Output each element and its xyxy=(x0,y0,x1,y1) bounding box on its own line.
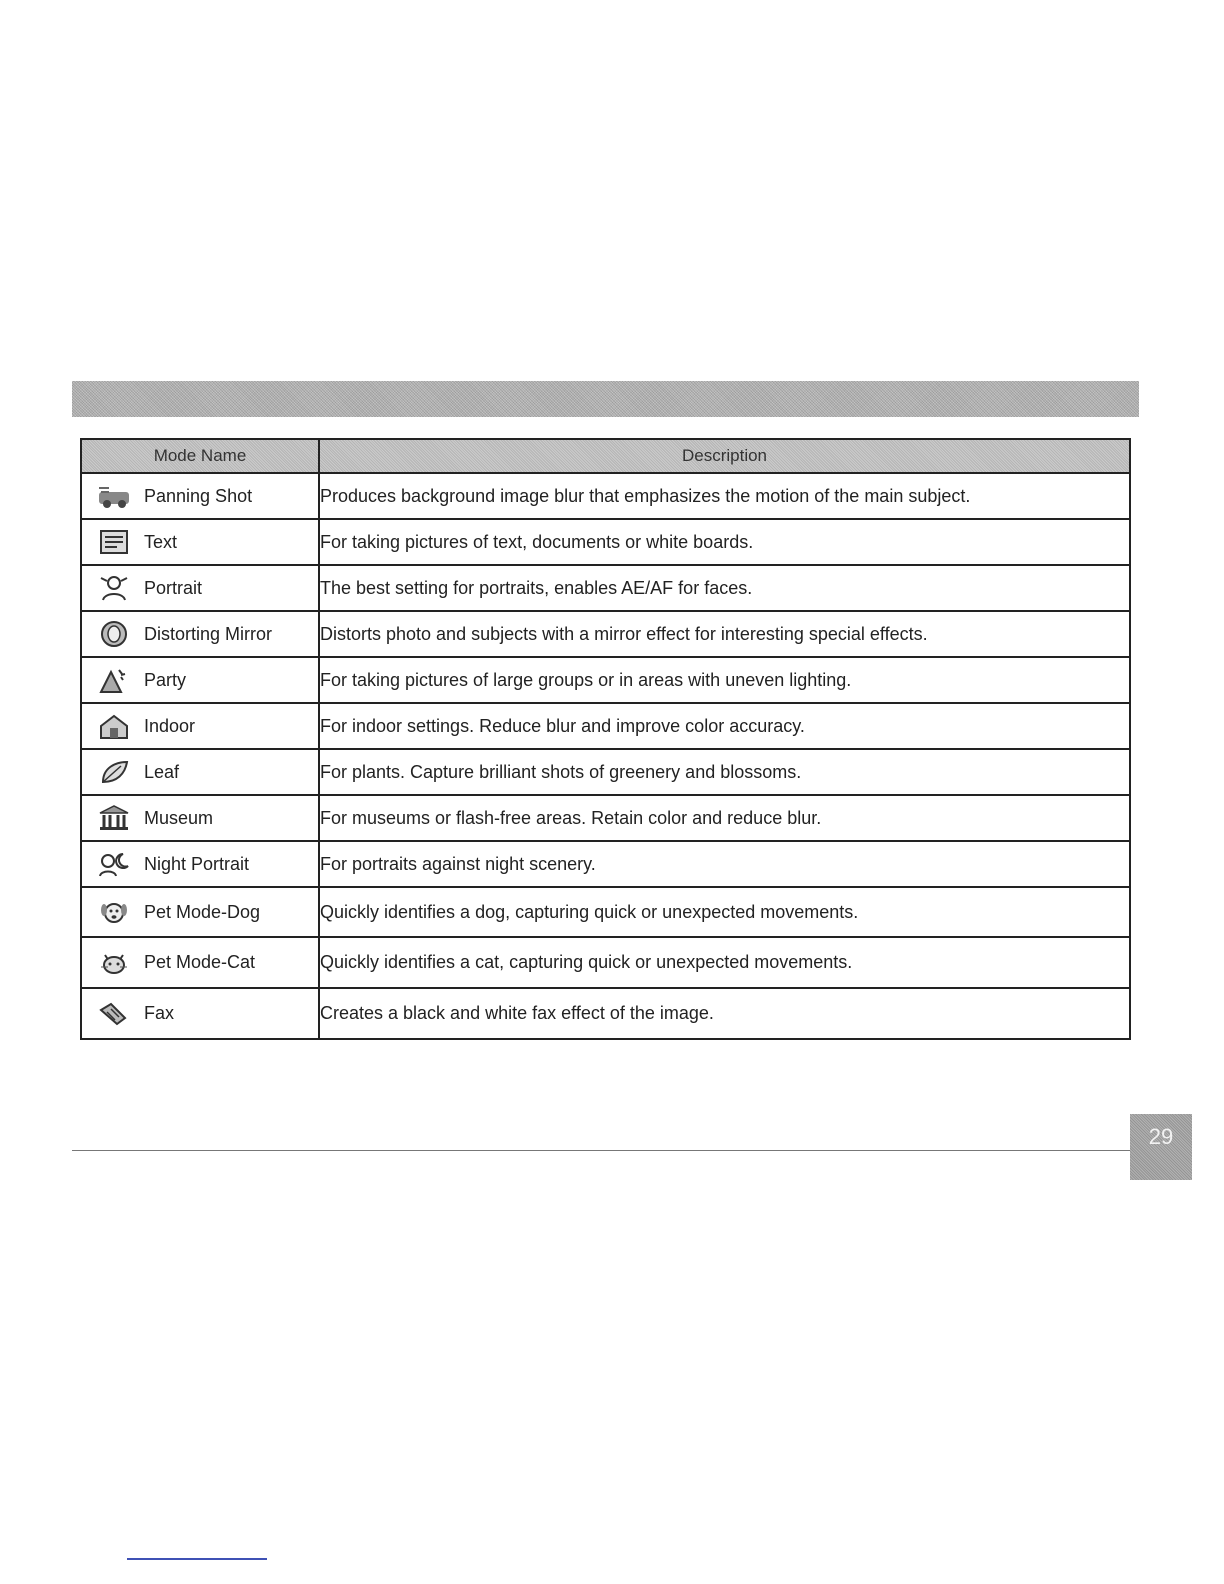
mode-name: Indoor xyxy=(144,715,196,736)
mode-name: Leaf xyxy=(144,761,180,782)
table-row xyxy=(81,611,1130,657)
fax-icon xyxy=(96,1000,132,1028)
mode-description: For indoor settings. Reduce blur and improve color accuracy. xyxy=(319,703,1130,749)
party-icon xyxy=(96,666,132,694)
table-row xyxy=(81,657,1130,703)
table-row xyxy=(81,841,1130,887)
mode-description: The best setting for portraits, enables AE/AF for faces. xyxy=(319,565,1130,611)
section-header-band xyxy=(72,381,1139,417)
table-header-row xyxy=(81,439,1130,473)
table-row xyxy=(81,519,1130,565)
table-row xyxy=(81,988,1130,1039)
mode-description: For portraits against night scenery. xyxy=(319,841,1130,887)
mode-name: Pet Mode-Cat xyxy=(144,952,256,972)
table-row xyxy=(81,703,1130,749)
table-row xyxy=(81,937,1130,988)
distorting-mirror-icon xyxy=(96,620,132,648)
mode-name: Distorting Mirror xyxy=(144,623,273,644)
page-number xyxy=(1130,1114,1192,1180)
header-mode-name: Mode Name xyxy=(81,439,319,473)
leaf-icon xyxy=(96,758,132,786)
mode-name: Panning Shot xyxy=(144,485,253,506)
mode-description: Quickly identifies a cat, capturing quick or unexpected movements. xyxy=(319,937,1130,988)
table-row xyxy=(81,887,1130,937)
table-row xyxy=(81,749,1130,795)
footer-divider xyxy=(72,1150,1132,1151)
bottom-rule xyxy=(127,1558,267,1560)
portrait-icon xyxy=(96,574,132,602)
scene-modes-table xyxy=(80,438,1131,1040)
table-row xyxy=(81,473,1130,519)
page-number-text: 29 xyxy=(1148,1124,1174,1149)
mode-name: Fax xyxy=(144,1003,175,1023)
mode-description: For taking pictures of text, documents or white boards. xyxy=(319,519,1130,565)
museum-icon xyxy=(96,804,132,832)
table-row xyxy=(81,565,1130,611)
pet-dog-icon xyxy=(96,898,132,926)
table-row xyxy=(81,795,1130,841)
mode-name: Text xyxy=(144,531,178,552)
mode-name: Pet Mode-Dog xyxy=(144,901,261,922)
mode-description: Distorts photo and subjects with a mirror effect for interesting special effects. xyxy=(319,611,1130,657)
night-portrait-icon xyxy=(96,850,132,878)
panning-shot-icon xyxy=(96,482,132,510)
mode-description: For plants. Capture brilliant shots of greenery and blossoms. xyxy=(319,749,1130,795)
mode-description: Produces background image blur that emphasizes the motion of the main subject. xyxy=(319,473,1130,519)
mode-name: Night Portrait xyxy=(144,853,250,874)
mode-description: For museums or flash-free areas. Retain color and reduce blur. xyxy=(319,795,1130,841)
indoor-icon xyxy=(96,712,132,740)
mode-name: Party xyxy=(144,669,187,690)
mode-description: For taking pictures of large groups or in areas with uneven lighting. xyxy=(319,657,1130,703)
mode-name: Portrait xyxy=(144,577,203,598)
header-description: Description xyxy=(319,439,1130,473)
pet-cat-icon xyxy=(96,949,132,977)
mode-description: Quickly identifies a dog, capturing quick or unexpected movements. xyxy=(319,887,1130,937)
text-mode-icon xyxy=(96,528,132,556)
mode-description: Creates a black and white fax effect of the image. xyxy=(319,988,1130,1039)
mode-name: Museum xyxy=(144,807,214,828)
